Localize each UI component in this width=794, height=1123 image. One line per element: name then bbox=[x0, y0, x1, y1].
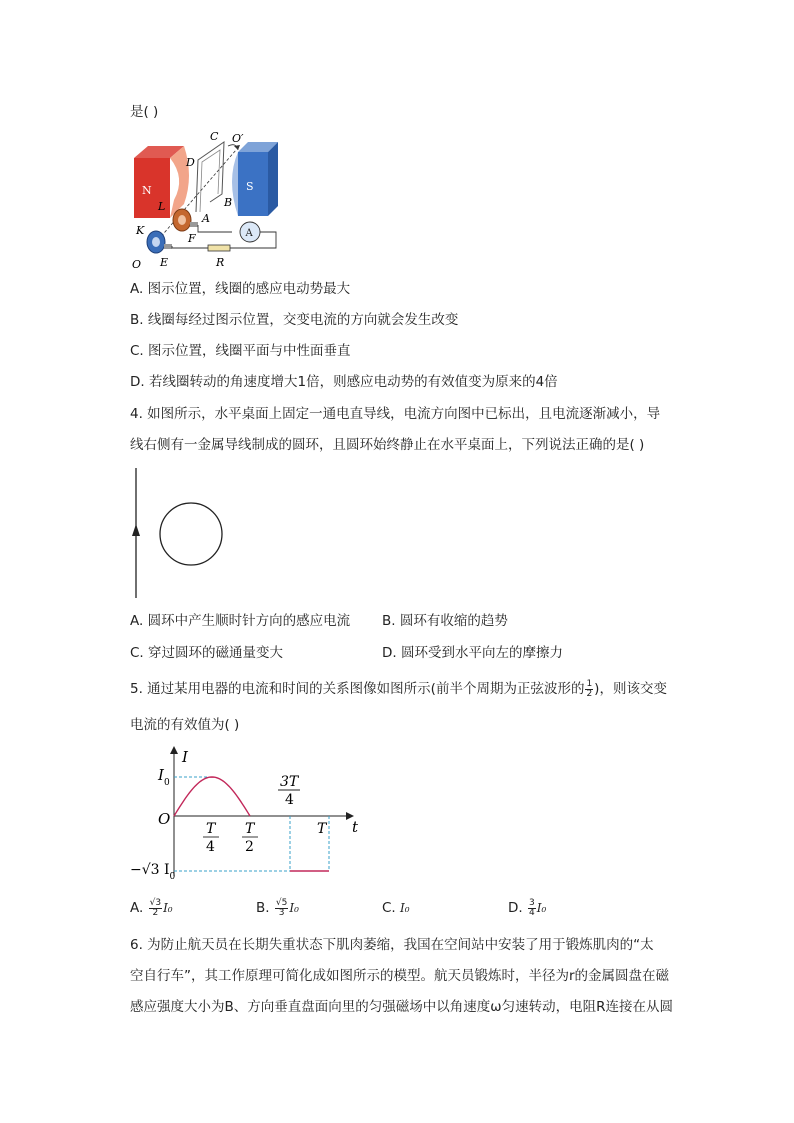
q5-option-d-label: D. bbox=[508, 900, 523, 916]
x-axis-label: t bbox=[352, 818, 359, 836]
q5-option-b-den: 3 bbox=[278, 907, 285, 918]
q4-stem-line2: 线右侧有一金属导线制成的圆环，且圆环始终静止在水平桌面上，下列说法正确的是( ) bbox=[130, 437, 645, 453]
y-axis-label: I bbox=[182, 748, 188, 766]
q5-stem-part2: )，则该交变 bbox=[594, 681, 667, 697]
tick-T2-den: 2 bbox=[245, 839, 254, 855]
label-R: R bbox=[216, 256, 225, 269]
q5-option-b-label: B. bbox=[256, 900, 270, 916]
i0-subscript: 0 bbox=[163, 778, 170, 788]
q5-stem-part1: 5. 通过某用电器的电流和时间的关系图像如图所示(前半个周期为正弦波形的 bbox=[130, 681, 585, 697]
svg-text:I0 bbox=[157, 766, 170, 788]
current-time-graph bbox=[128, 744, 368, 884]
i0-label: I bbox=[158, 766, 164, 784]
sine-half-wave bbox=[174, 777, 250, 816]
tick-3T4-den: 4 bbox=[285, 792, 294, 808]
q5-option-a-den: 2 bbox=[152, 907, 159, 918]
q5-option-c bbox=[382, 898, 410, 918]
q4-stem-line1: 4. 如图所示，水平桌面上固定一通电直导线，电流方向图中已标出，且电流逐渐减小，导 bbox=[130, 406, 661, 422]
neg-label: −√3 I bbox=[130, 862, 170, 878]
q5-option-a bbox=[130, 898, 173, 918]
label-S: S bbox=[246, 180, 254, 193]
label-C: C bbox=[210, 130, 219, 143]
label-O: O bbox=[132, 258, 142, 271]
origin-label: O bbox=[158, 810, 171, 828]
q5-option-b-frac bbox=[275, 899, 288, 918]
label-D: D bbox=[186, 156, 195, 169]
label-N: N bbox=[142, 184, 152, 197]
q5-option-d-frac bbox=[528, 899, 536, 918]
q3-option-c: C. 图示位置，线圈平面与中性面垂直 bbox=[130, 343, 351, 359]
label-O-prime: O′ bbox=[232, 132, 244, 145]
label-E: E bbox=[160, 256, 169, 269]
q3-option-a: A. 图示位置，线圈的感应电动势最大 bbox=[130, 281, 351, 297]
q5-option-b-num: √5 bbox=[275, 897, 288, 908]
q5-option-a-num: √3 bbox=[149, 897, 162, 908]
q5-stem-line2: 电流的有效值为( ) bbox=[130, 717, 240, 733]
q4-option-b: B. 圆环有收缩的趋势 bbox=[382, 613, 508, 629]
q4-option-c: C. 穿过圆环的磁通量变大 bbox=[130, 645, 284, 661]
q5-option-d bbox=[508, 898, 546, 918]
label-K: K bbox=[136, 224, 145, 237]
q4-option-a: A. 圆环中产生顺时针方向的感应电流 bbox=[130, 613, 351, 629]
tick-3T4-num: 3T bbox=[280, 774, 299, 790]
metal-ring bbox=[160, 503, 222, 565]
q3-option-d: D. 若线圈转动的角速度增大1倍，则感应电动势的有效值变为原来的4倍 bbox=[130, 374, 558, 390]
q5-option-a-frac bbox=[149, 899, 162, 918]
label-B: B bbox=[224, 196, 233, 209]
q5-option-d-tail: I₀ bbox=[536, 901, 547, 915]
q5-fraction-num: 1 bbox=[586, 678, 593, 689]
q5-option-a-label: A. bbox=[130, 900, 144, 916]
q6-stem-line3: 感应强度大小为B、方向垂直盘面向里的匀强磁场中以角速度ω匀速转动，电阻R连接在从圆 bbox=[130, 999, 673, 1015]
q5-option-a-tail: I₀ bbox=[163, 901, 173, 915]
q3-option-b: B. 线圈每经过图示位置，交变电流的方向就会发生改变 bbox=[130, 312, 459, 328]
y-axis-arrow-icon bbox=[170, 746, 178, 754]
q5-option-c-tail: I₀ bbox=[400, 901, 410, 915]
q5-option-d-den: 4 bbox=[528, 907, 535, 918]
wire-ring-figure bbox=[128, 464, 238, 602]
label-F: F bbox=[188, 232, 196, 245]
current-arrow-icon bbox=[132, 524, 140, 536]
neg-subscript: 0 bbox=[169, 872, 176, 882]
tick-T4-num: T bbox=[206, 821, 216, 837]
q5-fraction-den: 2 bbox=[586, 688, 593, 699]
svg-text:−√3 I0 bbox=[130, 862, 176, 882]
label-L: L bbox=[158, 200, 166, 213]
tick-T: T bbox=[317, 821, 327, 837]
tick-T4-den: 4 bbox=[206, 839, 215, 855]
label-A-point: A bbox=[202, 212, 210, 225]
q3-tail: 是( ) bbox=[130, 104, 159, 120]
q5-option-b-tail: I₀ bbox=[289, 901, 299, 915]
q5-option-c-label: C. bbox=[382, 900, 396, 916]
q5-stem-line1 bbox=[130, 679, 667, 699]
q6-stem-line2: 空自行车”，其工作原理可简化成如图所示的模型。航天员锻炼时，半径为r的金属圆盘在磁 bbox=[130, 968, 670, 984]
q4-option-d: D. 圆环受到水平向左的摩擦力 bbox=[382, 645, 563, 661]
q5-option-d-num: 3 bbox=[528, 897, 535, 908]
q6-stem-line1: 6. 为防止航天员在长期失重状态下肌肉萎缩，我国在空间站中安装了用于锻炼肌肉的“太 bbox=[130, 937, 654, 953]
tick-T2-num: T bbox=[245, 821, 255, 837]
q5-option-b bbox=[256, 898, 299, 918]
ammeter-label: A bbox=[245, 228, 253, 239]
q5-fraction bbox=[585, 680, 593, 699]
generator-figure bbox=[128, 128, 288, 273]
